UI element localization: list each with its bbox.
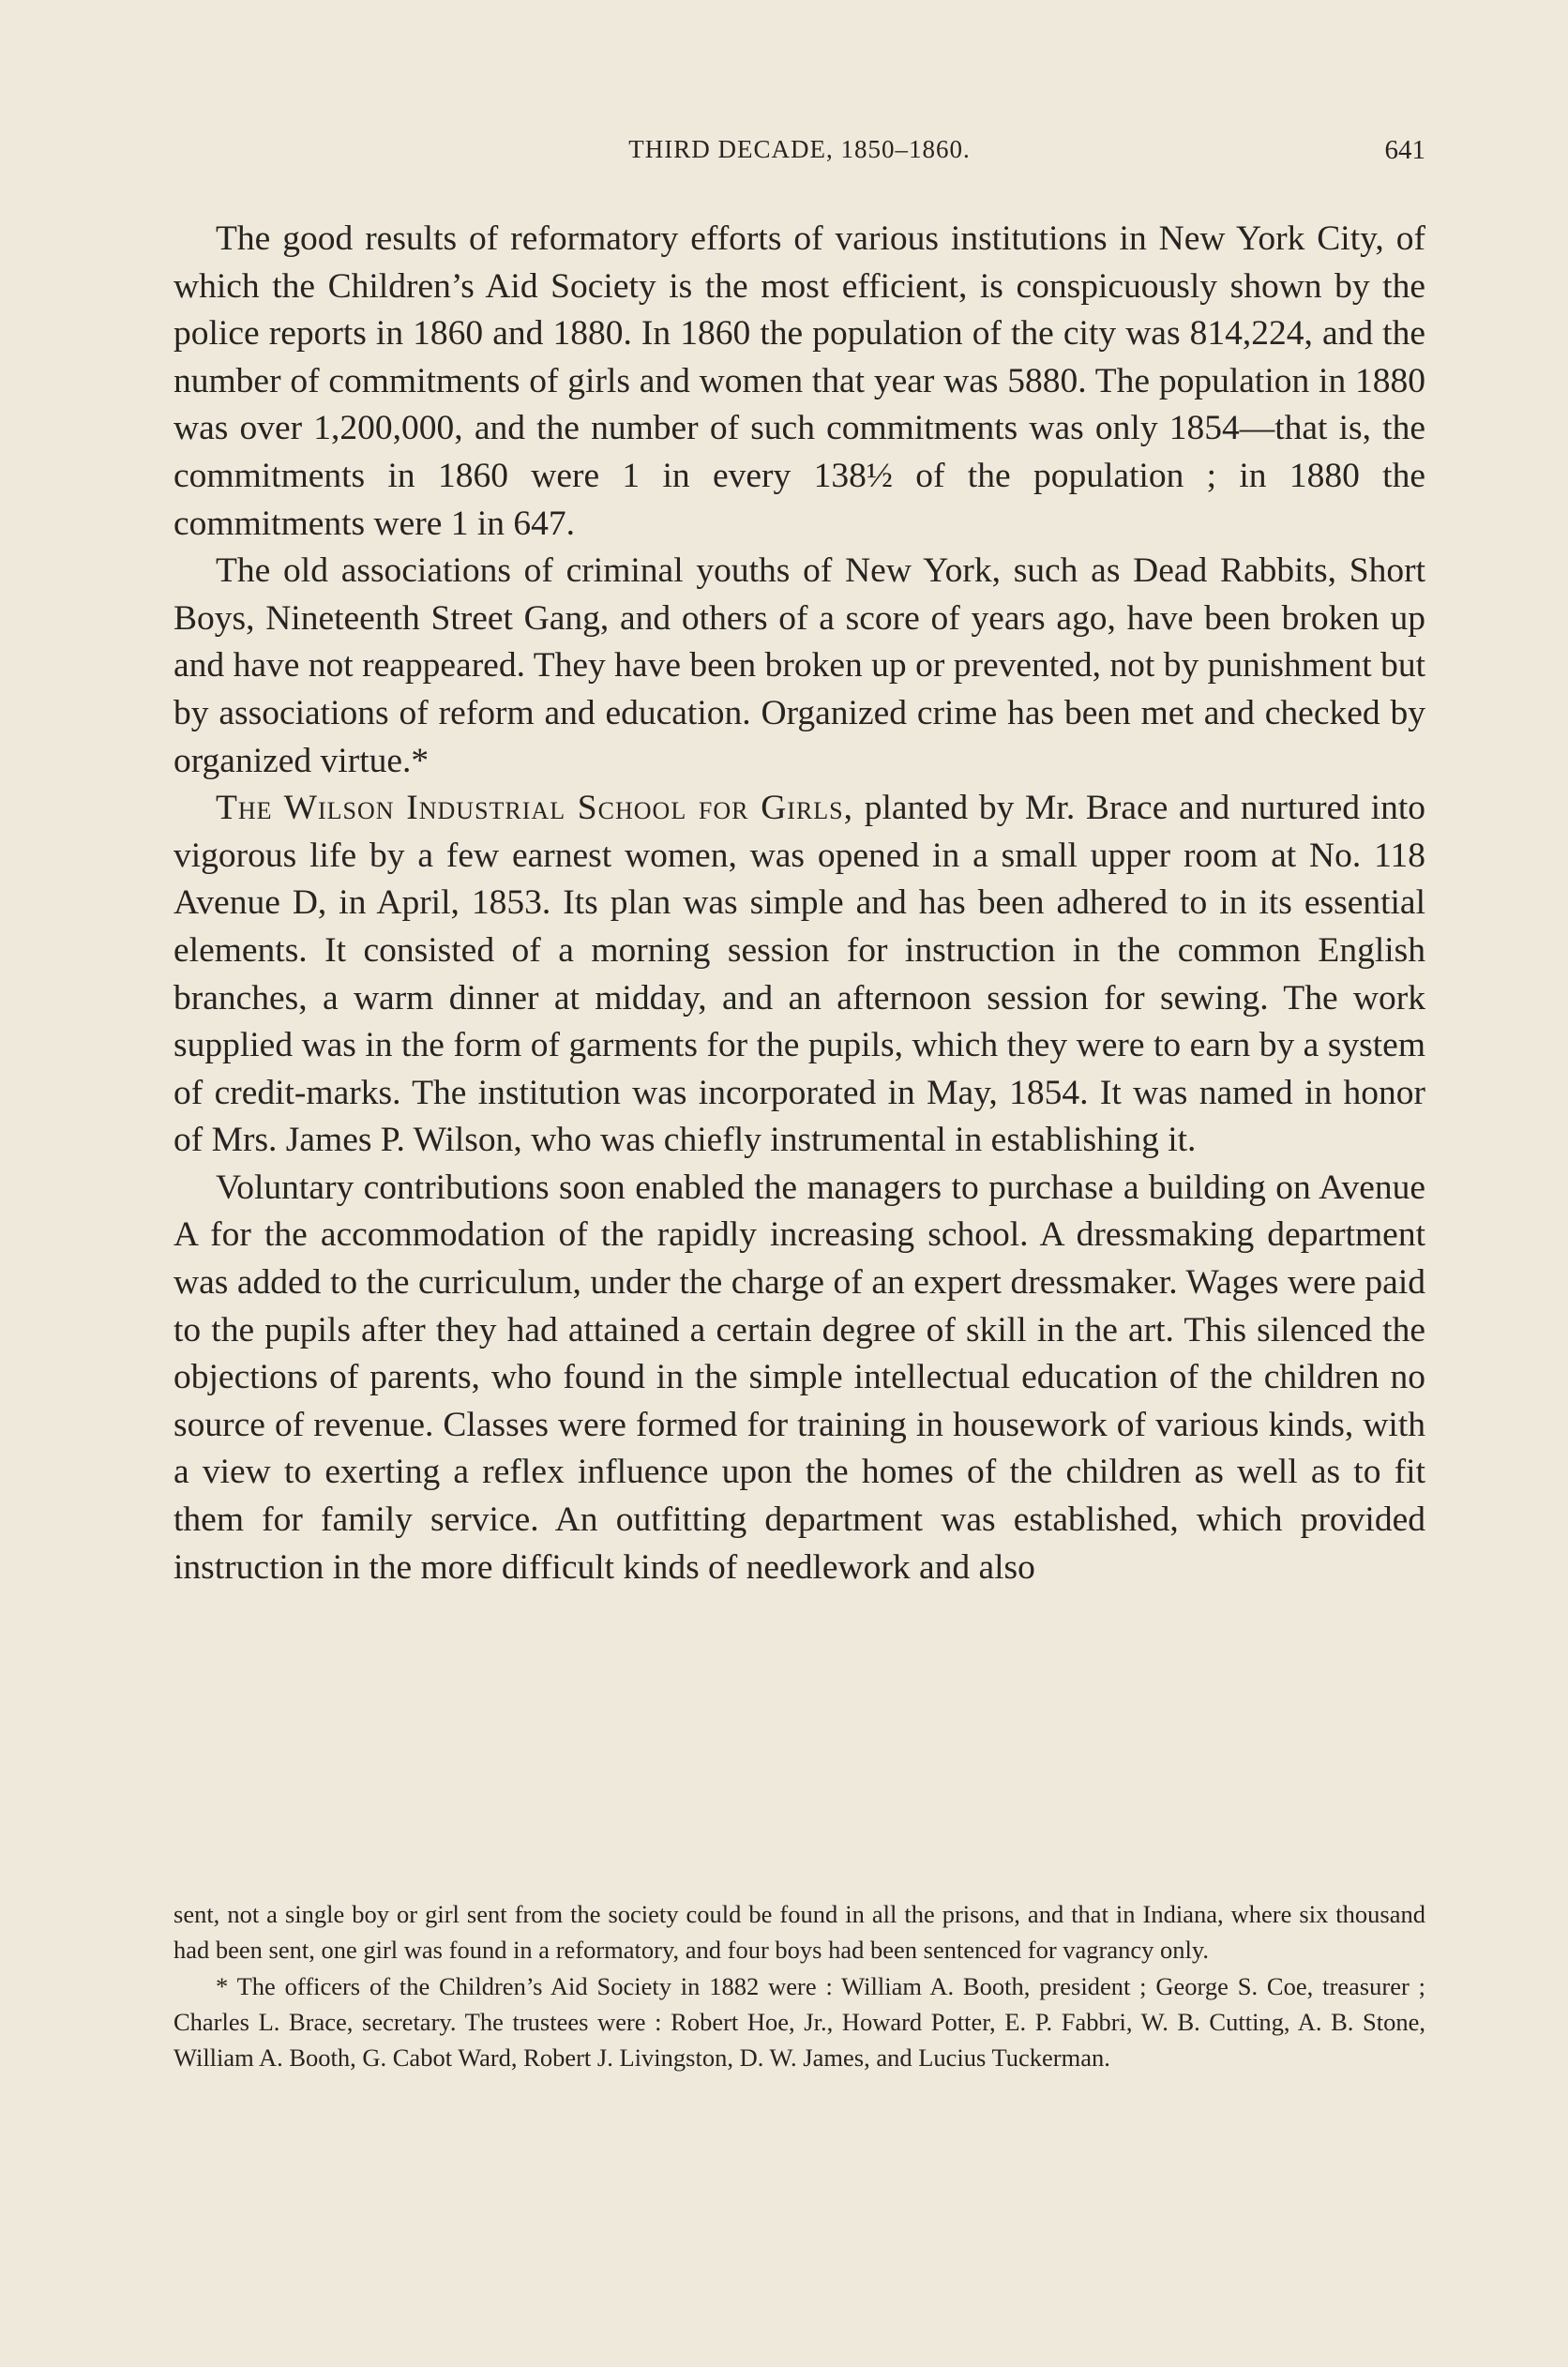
paragraph-voluntary-contributions: Voluntary contributions soon enabled the managers to purchase a building on Avenue A for the accommodation of the rapidly increasing school. A dressmaking department was added to the curriculum, under the charge of an expert dressmaker. Wages were paid to the pupils after they had attained a certain degree of skill in the art. This silenced the objections of parents, who found in the simple intellectual education of the children no source of revenue. Classes were formed for training in housework of various kinds, with a view to exerting a reflex influence upon the homes of the children as well as to fit them for family service. An outfitting department was established, which provided instruction in the more difficult kinds of needlework and also	[173, 1168, 1425, 1587]
footnotes	[173, 1896, 1425, 2075]
page-number: 641	[1384, 135, 1425, 165]
footnote-continued: sent, not a single boy or girl sent from the society could be found in all the prisons, and that in Indiana, where six thousand had been sent, one girl was found in a reformatory, and four boys had been sentenced for vagrancy only.	[173, 1900, 1425, 1965]
running-title: THIRD DECADE, 1850–1860.	[628, 135, 971, 163]
page-header	[173, 135, 1425, 173]
paragraph-criminal-associations: The old associations of criminal youths of New York, such as Dead Rabbits, Short Boys, Nineteenth Street Gang, and others of a score of years ago, have been broken up and have not reappeared. They have been broken up or prevented, not by punishment but by associations of reform and education. Organized crime has been met and checked by organized virtue.*	[173, 551, 1425, 780]
body-text	[173, 216, 1425, 1591]
paragraph-reformatory-results: The good results of reformatory efforts of various institutions in New York City, of which the Children’s Aid Society is the most efficient, is conspicuously shown by the police reports in 1860 and 1880. In 1860 the population of the city was 814,224, and the number of commitments of girls and women that year was 5880. The population in 1880 was over 1,200,000, and the number of such commitments was only 1854—that is, the commitments in 1860 were 1 in every 138½ of the population ; in 1880 the commitments were 1 in 647.	[173, 219, 1425, 543]
paragraph-wilson-school	[173, 785, 1425, 1165]
paragraph-wilson-school-text: planted by Mr. Brace and nurtured into vigorous life by a few earnest women, was opened in a small upper room at No. 118 Avenue D, in April, 1853. Its plan was simple and has been adhered to in its essential elements. It consisted of a morning session for instruction in the common English branches, a warm dinner at midday, and an afternoon session for sewing. The work supplied was in the form of garments for the pupils, which they were to earn by a system of credit-marks. The institution was incorporated in May, 1854. It was named in honor of Mrs. James P. Wilson, who was chiefly instrumental in establishing it.	[173, 789, 1426, 1160]
section-heading-wilson-school: The Wilson Industrial School for Girls,	[216, 789, 854, 828]
footnote-officers: * The officers of the Children’s Aid Society in 1882 were : William A. Booth, president ; George S. Coe, treasurer ; Charles L. Brace, secretary. The trustees were : Robert Hoe, Jr., Howard Potter, E. P. Fabbri, W. B. Cutting, A. B. Stone, William A. Booth, G. Cabot Ward, Robert J. Livingston, D. W. James, and Lucius Tuckerman.	[173, 1971, 1425, 2073]
